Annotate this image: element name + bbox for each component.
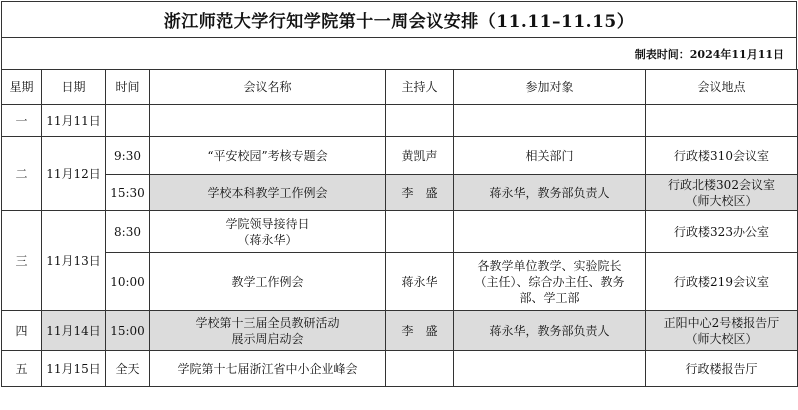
page-title: 浙江师范大学行知学院第十一周会议安排（11.11–11.15） <box>1 1 797 37</box>
table-row <box>2 105 798 137</box>
time-cell: 15:30 <box>106 175 150 211</box>
time-cell: 10:00 <box>106 253 150 311</box>
table-row <box>2 175 798 211</box>
table-row <box>2 311 798 351</box>
location-cell: 行政楼219会议室 <box>646 253 798 311</box>
weekday-cell: 一 <box>2 105 42 137</box>
table-row <box>2 211 798 253</box>
table-row <box>2 253 798 311</box>
header-weekday: 星期 <box>2 70 42 105</box>
host-cell: 蒋永华 <box>386 253 454 311</box>
host-cell: 李 盛 <box>386 175 454 211</box>
attendees-cell: 蒋永华，教务部负责人 <box>454 175 646 211</box>
location-cell: 行政楼323办公室 <box>646 211 798 253</box>
host-cell: 黄凯声 <box>386 137 454 175</box>
header-meeting-name: 会议名称 <box>150 70 386 105</box>
meeting-name-cell: 学校本科教学工作例会 <box>150 175 386 211</box>
attendees-cell: 蒋永华，教务部负责人 <box>454 311 646 351</box>
weekday-cell: 四 <box>2 311 42 351</box>
table-row <box>2 137 798 175</box>
attendees-cell: 各教学单位教学、实验院长 （主任）、综合办主任、教务 部、学工部 <box>454 253 646 311</box>
header-time: 时间 <box>106 70 150 105</box>
time-cell: 15:00 <box>106 311 150 351</box>
made-time: 制表时间：2024年11月11日 <box>1 37 797 69</box>
date-cell: 11月12日 <box>42 137 106 211</box>
date-cell: 11月11日 <box>42 105 106 137</box>
location-cell: 行政楼310会议室 <box>646 137 798 175</box>
meeting-name-cell: 教学工作例会 <box>150 253 386 311</box>
meeting-name-cell: 学院领导接待日 （蒋永华） <box>150 211 386 253</box>
host-cell <box>386 351 454 387</box>
date-cell: 11月14日 <box>42 311 106 351</box>
host-cell: 李 盛 <box>386 311 454 351</box>
meeting-name-cell: 学校第十三届全员教研活动 展示周启动会 <box>150 311 386 351</box>
header-attendees: 参加对象 <box>454 70 646 105</box>
weekday-cell: 五 <box>2 351 42 387</box>
header-date: 日期 <box>42 70 106 105</box>
attendees-cell <box>454 211 646 253</box>
location-cell: 行政北楼302会议室 （师大校区） <box>646 175 798 211</box>
meeting-table <box>1 69 798 387</box>
attendees-cell: 相关部门 <box>454 137 646 175</box>
time-cell: 8:30 <box>106 211 150 253</box>
host-cell <box>386 211 454 253</box>
weekday-cell: 二 <box>2 137 42 211</box>
table-header-row <box>2 70 798 105</box>
location-cell: 行政楼报告厅 <box>646 351 798 387</box>
time-cell: 全天 <box>106 351 150 387</box>
table-row <box>2 351 798 387</box>
meeting-name-cell: 学院第十七届浙江省中小企业峰会 <box>150 351 386 387</box>
header-location: 会议地点 <box>646 70 798 105</box>
location-cell: 正阳中心2号楼报告厅 （师大校区） <box>646 311 798 351</box>
schedule-sheet <box>1 1 797 408</box>
attendees-cell <box>454 351 646 387</box>
time-cell: 9:30 <box>106 137 150 175</box>
date-cell: 11月13日 <box>42 211 106 311</box>
weekday-cell: 三 <box>2 211 42 311</box>
header-host: 主持人 <box>386 70 454 105</box>
meeting-name-cell: “平安校园”考核专题会 <box>150 137 386 175</box>
date-cell: 11月15日 <box>42 351 106 387</box>
